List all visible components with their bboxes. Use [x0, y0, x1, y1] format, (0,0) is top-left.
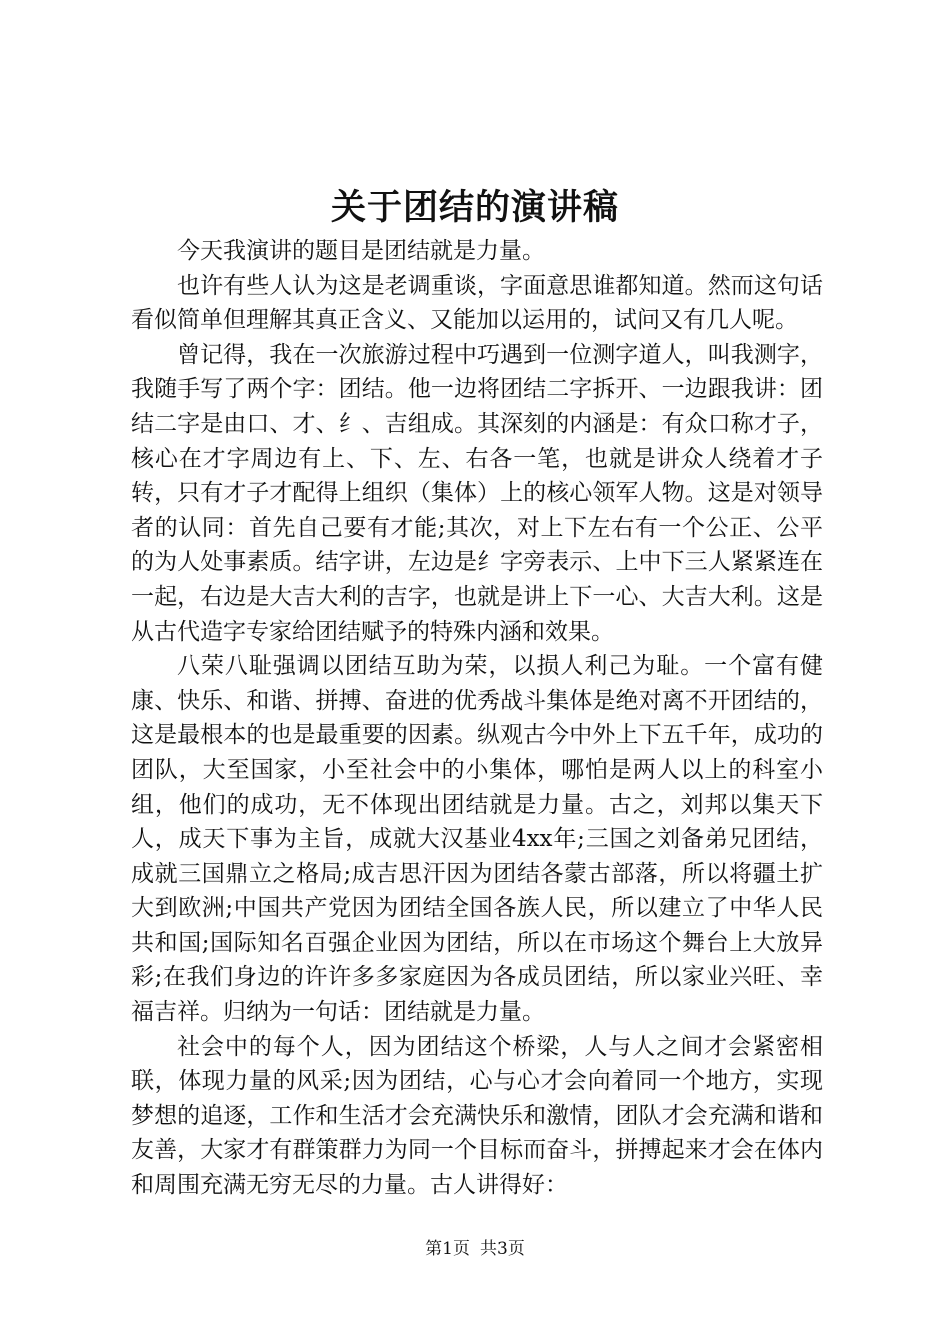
document-body — [131, 234, 823, 1203]
paragraph: 也许有些人认为这是老调重谈，字面意思谁都知道。然而这句话看似简单但理解其真正含义、又能加以运用的，试问又有几人呢。 — [131, 272, 823, 334]
paragraph: 社会中的每个人，因为团结这个桥梁，人与人之间才会紧密相联，体现力量的风采;因为团结，心与心才会向着同一个地方，实现梦想的追逐，工作和生活才会充满快乐和激情，团队才会充满和谐和友善，大家才有群策群力为同一个目标而奋斗，拼搏起来才会在体内和周围充满无穷无尽的力量。古人讲得好： — [131, 1033, 823, 1199]
paragraph: 今天我演讲的题目是团结就是力量。 — [177, 238, 545, 264]
document-title: 关于团结的演讲稿 — [330, 187, 619, 228]
page-footer — [0, 1237, 950, 1261]
page-count: 共3页 — [480, 1239, 525, 1259]
page-number: 第1页 — [425, 1239, 470, 1259]
paragraph: 曾记得，我在一次旅游过程中巧遇到一位测字道人，叫我测字，我随手写了两个字：团结。他一边将团结二字拆开、一边跟我讲：团结二字是由口、才、纟、吉组成。其深刻的内涵是：有众口称才子，核心在才字周边有上、下、左、右各一笔，也就是讲众人绕着才子转，只有才子才配得上组织（集体）上的核心领军人物。这是对领导者的认同：首先自己要有才能;其次，对上下左右有一个公正、公平的为人处事素质。结字讲，左边是纟字旁表示、上中下三人紧紧连在一起，右边是大吉大利的吉字，也就是讲上下一心、大吉大利。这是从古代造字专家给团结赋予的特殊内涵和效果。 — [131, 341, 823, 645]
paragraph: 八荣八耻强调以团结互助为荣，以损人利己为耻。一个富有健康、快乐、和谐、拼搏、奋进的优秀战斗集体是绝对离不开团结的，这是最根本的也是最重要的因素。纵观古今中外上下五千年，成功的团队，大至国家，小至社会中的小集体，哪怕是两人以上的科室小组，他们的成功，无不体现出团结就是力量。古之，刘邦以集天下人，成天下事为主旨，成就大汉基业4xx年;三国之刘备弟兄团结，成就三国鼎立之格局;成吉思汗因为团结各蒙古部落，所以将疆土扩大到欧洲;中国共产党因为团结全国各族人民，所以建立了中华人民共和国;国际知名百强企业因为团结，所以在市场这个舞台上大放异彩;在我们身边的许许多多家庭因为各成员团结，所以家业兴旺、幸福吉祥。归纳为一句话：团结就是力量。 — [131, 653, 823, 1026]
